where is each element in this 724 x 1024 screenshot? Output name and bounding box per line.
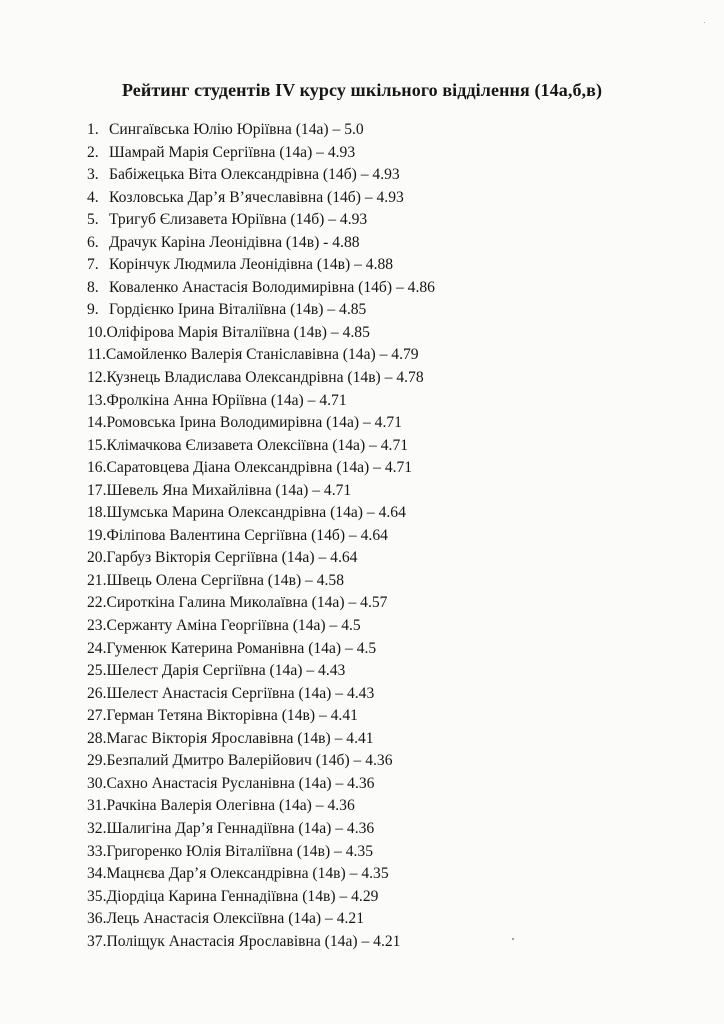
list-item (87, 728, 435, 751)
list-item (87, 480, 435, 503)
list-item-number: 33. (87, 842, 107, 860)
list-item (87, 592, 435, 615)
list-item-number: 22. (87, 594, 107, 612)
list-item (87, 570, 435, 593)
list-item (87, 187, 435, 210)
list-item-text: Шевель Яна Михайлівна (14а) – 4.71 (106, 481, 352, 499)
list-item-text: Шамрай Марія Сергіївна (14а) – 4.93 (109, 143, 356, 161)
list-item-text: Шелест Анастасія Сергіївна (14а) – 4.43 (106, 684, 375, 702)
list-item-number: 1. (87, 121, 99, 138)
list-item-text: Сироткіна Галина Миколаївна (14а) – 4.57 (106, 594, 388, 612)
list-item (87, 705, 435, 728)
list-item (87, 277, 435, 300)
list-item-text: Оліфірова Марія Віталіївна (14в) – 4.85 (106, 323, 370, 341)
list-item-number: 6. (87, 233, 99, 251)
list-item-text: Гордієнко Ірина Віталіївна (14в) – 4.85 (109, 301, 367, 319)
list-item (87, 750, 435, 773)
list-item (87, 232, 435, 255)
ranking-list (87, 119, 435, 953)
list-item (87, 638, 435, 661)
list-item-text: Сержанту Аміна Георгіївна (14а) – 4.5 (106, 617, 361, 635)
list-item-text: Герман Тетяна Вікторівна (14в) – 4.41 (106, 707, 358, 725)
list-item-text: Коваленко Анастасія Володимирівна (14б) – 4.86 (109, 278, 435, 296)
list-item-number: 27. (87, 707, 107, 725)
list-item-text: Сахно Анастасія Русланівна (14а) – 4.36 (106, 774, 375, 792)
list-item-number: 17. (87, 481, 107, 499)
list-item (87, 863, 435, 886)
list-item (87, 299, 435, 322)
list-item-text: Гуменюк Катерина Романівна (14а) – 4.5 (106, 639, 377, 657)
list-item (87, 886, 435, 909)
list-item-text: Рачкіна Валерія Олегівна (14а) – 4.36 (106, 797, 355, 815)
list-item-number: 32. (87, 819, 107, 837)
list-item-number: 31. (87, 797, 107, 815)
list-item-number: 28. (87, 729, 107, 747)
list-item-text: Мацнєва Дар’я Олександрівна (14в) – 4.35 (106, 865, 389, 883)
list-item (87, 525, 435, 548)
list-item-number: 13. (87, 391, 107, 409)
list-item-text: Кузнець Владислава Олександрівна (14в) – 4.78 (106, 369, 424, 387)
list-item-text: Безпалий Дмитро Валерійович (14б) – 4.36 (106, 752, 393, 770)
list-item (87, 502, 435, 525)
list-item-number: 7. (87, 256, 99, 274)
list-item-number: 25. (87, 662, 107, 680)
list-item-text: Сингаївська Юлію Юріївна (14а) – 5.0 (109, 121, 364, 138)
list-item-text: Шелест Дарія Сергіївна (14а) – 4.43 (106, 662, 346, 680)
document-title: Рейтинг студентів IV курсу шкільного відділення (14а,б,в) (121, 80, 603, 100)
list-item (87, 322, 435, 345)
list-item (87, 412, 435, 435)
list-item-number: 20. (87, 549, 107, 567)
list-item (87, 435, 435, 458)
list-item (87, 164, 435, 187)
list-item-text: Діордіца Карина Геннадіївна (14в) – 4.29 (106, 887, 379, 905)
list-item-number: 21. (87, 571, 107, 589)
list-item (87, 818, 435, 841)
list-item (87, 457, 435, 480)
list-item-number: 26. (87, 684, 107, 702)
list-item-text: Саратовцева Діана Олександрівна (14а) – 4.71 (106, 459, 413, 477)
list-item-number: 14. (87, 414, 107, 432)
list-item (87, 547, 435, 570)
list-item-text: Шалигіна Дар’я Геннадіївна (14а) – 4.36 (106, 819, 375, 837)
list-item-text: Лець Анастасія Олексіївна (14а) – 4.21 (106, 910, 364, 928)
list-item (87, 209, 435, 232)
list-item (87, 795, 435, 818)
list-item-text: Самойленко Валерія Станіславівна (14а) – 4.79 (105, 346, 419, 364)
list-item (87, 908, 435, 931)
list-item-number: 15. (87, 436, 107, 454)
list-item-text: Філіпова Валентина Сергіївна (14б) – 4.64 (106, 526, 388, 544)
list-item (87, 367, 435, 390)
list-item (87, 142, 435, 165)
list-item-number: 23. (87, 617, 107, 635)
list-item (87, 683, 435, 706)
list-item-text: Фролкіна Анна Юріївна (14а) – 4.71 (106, 391, 347, 409)
scan-speck (512, 938, 514, 940)
list-item-number: 24. (87, 639, 107, 657)
list-item-number: 5. (87, 211, 99, 229)
list-item-text: Шумська Марина Олександрівна (14а) – 4.64 (106, 504, 406, 522)
list-item (87, 841, 435, 864)
list-item-text: Корінчук Людмила Леонідівна (14в) – 4.88 (109, 256, 394, 274)
list-item-number: 34. (87, 865, 107, 883)
list-item-number: 10. (87, 323, 107, 341)
list-item-number: 11. (87, 346, 106, 364)
list-item-number: 2. (87, 143, 99, 161)
list-item-number: 35. (87, 887, 107, 905)
list-item-text: Драчук Каріна Леонідівна (14в) - 4.88 (109, 233, 360, 251)
list-item-number: 19. (87, 526, 107, 544)
list-item-number: 18. (87, 504, 107, 522)
list-item (87, 615, 435, 638)
list-item (87, 773, 435, 796)
list-item-number: 30. (87, 774, 107, 792)
list-item-number: 12. (87, 369, 107, 387)
list-item (87, 390, 435, 413)
scan-speck (704, 22, 705, 23)
list-item-number: 8. (87, 278, 99, 296)
list-item (87, 119, 435, 142)
list-item-number: 37. (87, 932, 107, 950)
list-item-number: 4. (87, 188, 99, 206)
list-item-text: Тригуб Єлизавета Юріївна (14б) – 4.93 (109, 211, 368, 229)
list-item-text: Григоренко Юлія Віталіївна (14в) – 4.35 (106, 842, 374, 860)
list-item-text: Козловська Дар’я В’ячеславівна (14б) – 4.93 (109, 188, 404, 206)
list-item-text: Клімачкова Єлизавета Олексіївна (14а) – 4.71 (106, 436, 409, 454)
list-item (87, 344, 435, 367)
list-item-text: Гарбуз Вікторія Сергіївна (14а) – 4.64 (106, 549, 358, 567)
list-item (87, 660, 435, 683)
list-item-text: Магас Вікторія Ярославівна (14в) – 4.41 (106, 729, 374, 747)
list-item-text: Бабіжецька Віта Олександрівна (14б) – 4.93 (109, 166, 400, 184)
list-item-number: 3. (87, 166, 99, 184)
list-item-number: 29. (87, 752, 107, 770)
list-item-number: 9. (87, 301, 99, 319)
list-item (87, 931, 435, 954)
list-item-text: Ромовська Ірина Володимирівна (14а) – 4.71 (106, 414, 402, 432)
list-item-number: 36. (87, 910, 107, 928)
list-item (87, 254, 435, 277)
list-item-number: 16. (87, 459, 107, 477)
list-item-text: Поліщук Анастасія Ярославівна (14а) – 4.21 (106, 932, 401, 950)
list-item-text: Швець Олена Сергіївна (14в) – 4.58 (106, 571, 345, 589)
